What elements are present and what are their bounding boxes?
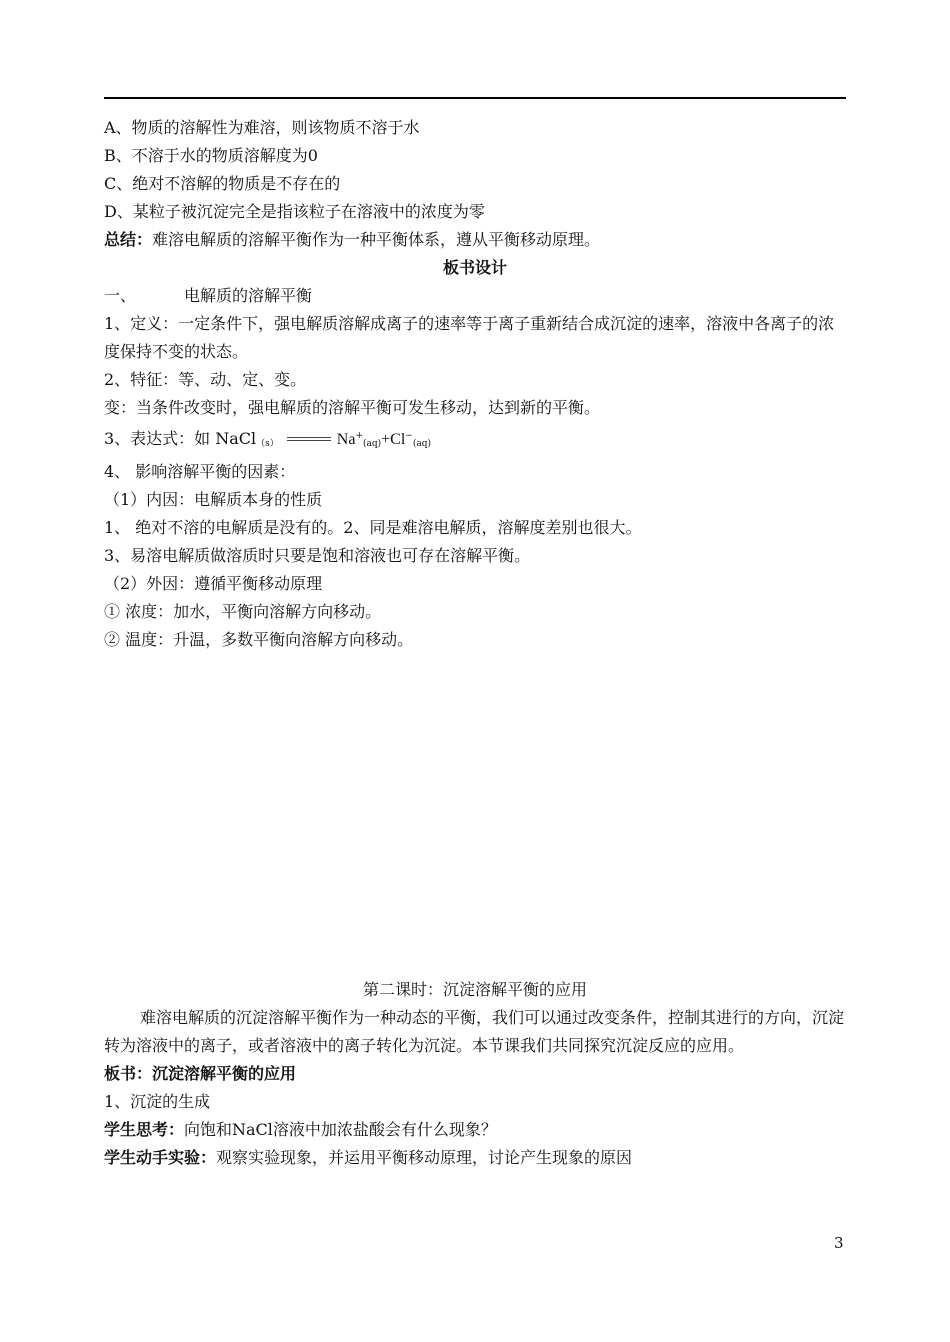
experiment-text: 观察实验现象，并运用平衡移动原理，讨论产生现象的原因 — [216, 1148, 633, 1167]
think-label: 学生思考： — [104, 1120, 185, 1139]
think-text: 向饱和NaCl溶液中加浓盐酸会有什么现象？ — [184, 1120, 497, 1139]
temperature-line: ② 温度：升温，多数平衡向溶解方向移动。 — [104, 630, 414, 649]
page-number: 3 — [834, 1234, 844, 1252]
state-aq-1: (aq) — [363, 439, 382, 449]
charge-minus: − — [405, 431, 413, 441]
internal-factor: （1）内因：电解质本身的性质 — [104, 490, 323, 509]
chloride-ion: +Cl — [381, 431, 406, 448]
sodium-ion: Na — [336, 431, 356, 448]
option-b: B、不溶于水的物质溶解度为0 — [104, 146, 318, 165]
state-solid: （s） — [256, 439, 279, 449]
option-c: C、绝对不溶解的物质是不存在的 — [104, 174, 341, 193]
summary-label: 总结： — [104, 230, 153, 249]
intro-paragraph: 难溶电解质的沉淀溶解平衡作为一种动态的平衡，我们可以通过改变条件，控制其进行的方向，沉淀转为溶液中的离子，或者溶液中的离子转化为沉淀。本节课我们共同探究沉淀反应的应用。 — [104, 1008, 845, 1055]
expression-line — [104, 422, 846, 458]
board2-heading: 板书：沉淀溶解平衡的应用 — [104, 1064, 297, 1083]
section-heading — [104, 282, 846, 310]
concentration-line: ① 浓度：加水，平衡向溶解方向移动。 — [104, 602, 382, 621]
option-d: D、某粒子被沉淀完全是指该粒子在溶液中的浓度为零 — [104, 202, 485, 221]
board-design-title: 板书设计 — [442, 258, 507, 277]
header-rule — [104, 97, 846, 99]
lesson2-title: 第二课时：沉淀溶解平衡的应用 — [362, 980, 587, 999]
section-title: 电解质的溶解平衡 — [184, 286, 313, 305]
internal-points-2: 3、易溶电解质做溶质时只要是饱和溶液也可存在溶解平衡。 — [104, 546, 531, 565]
option-a: A、物质的溶解性为难溶，则该物质不溶于水 — [104, 118, 420, 137]
internal-points-1: 1、 绝对不溶的电解质是没有的。2、同是难溶电解质，溶解度差别也很大。 — [104, 518, 642, 537]
charge-plus: + — [355, 431, 363, 441]
state-aq-2: (aq) — [412, 439, 431, 449]
features-line: 2、特征：等、动、定、变。 — [104, 370, 307, 389]
section-number: 一、 — [104, 286, 137, 305]
factors-title: 4、 影响溶解平衡的因素： — [104, 462, 296, 481]
change-line: 变：当条件改变时，强电解质的溶解平衡可发生移动，达到新的平衡。 — [104, 398, 601, 417]
document-body — [104, 114, 846, 1172]
student-experiment-line — [104, 1144, 846, 1172]
summary-text: 难溶电解质的溶解平衡作为一种平衡体系，遵从平衡移动原理。 — [152, 230, 601, 249]
expression-prefix: 3、表达式：如 NaCl — [104, 429, 257, 448]
student-think-line — [104, 1116, 846, 1144]
definition-paragraph: 1、定义：一定条件下，强电解质溶解成离子的速率等于离子重新结合成沉淀的速率，溶液中各离子的浓度保持不变的状态。 — [104, 314, 835, 361]
external-factor: （2）外因：遵循平衡移动原理 — [104, 574, 323, 593]
experiment-label: 学生动手实验： — [104, 1148, 217, 1167]
precipitation-heading: 1、沉淀的生成 — [104, 1092, 211, 1111]
equilibrium-sign — [287, 437, 331, 443]
summary-line — [104, 226, 846, 254]
blank-space — [104, 654, 846, 976]
